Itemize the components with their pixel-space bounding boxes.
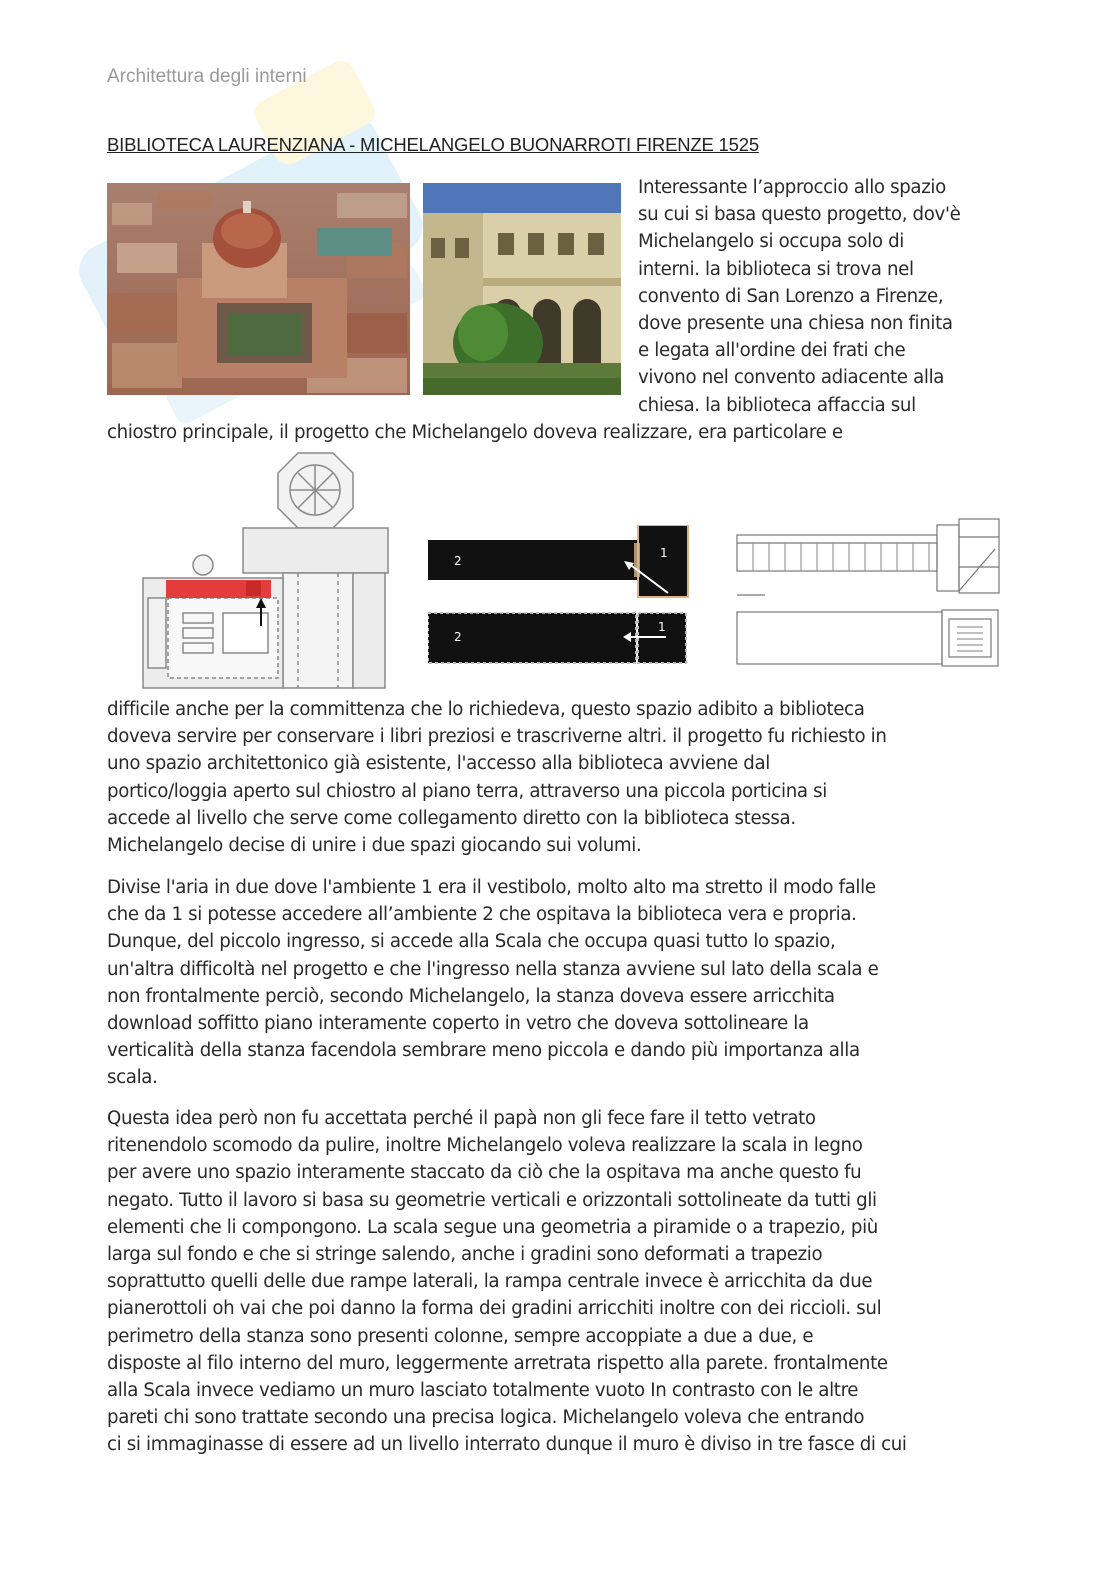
paragraph-2 — [107, 874, 878, 1092]
text-line: elementi che li compongono. La scala segue una geometria a piramide o a trapezio, più — [107, 1216, 878, 1238]
text-line: Questa idea però non fu accettata perché il papà non gli fece fare il tetto vetrato — [107, 1108, 816, 1129]
text-line: larga sul fondo e che si stringe salendo, anche i gradini sono deformati a trapezio — [107, 1244, 823, 1266]
text-line: non frontalmente perciò, secondo Michelangelo, la stanza doveva essere arricchita — [107, 985, 835, 1007]
text-line: pianerottoli oh vai che poi danno la forma dei gradini arricchiti inoltre con dei riccioli. sul — [107, 1298, 882, 1320]
text-line: scala. — [107, 1067, 158, 1089]
text-line: uno spazio architettonico già esistente, l'accesso alla biblioteca avviene dal — [107, 753, 770, 775]
site-plan-figure — [138, 448, 396, 693]
text-line: perimetro della stanza sono presenti colonne, sempre accoppiate a due a due, e — [107, 1325, 814, 1347]
text-line: download soffitto piano interamente coperto in vetro che doveva sottolineare la — [107, 1013, 809, 1035]
text-line: pareti chi sono trattate secondo una precisa logica. Michelangelo voleva che entrando — [107, 1407, 865, 1429]
aerial-view-photo — [107, 183, 410, 395]
text-line: Divise l'aria in due dove l'ambiente 1 era il vestibolo, molto alto ma stretto il modo falle — [107, 877, 876, 898]
paragraph-3 — [107, 1105, 907, 1459]
text-line: ci si immaginasse di essere ad un livello interrato dunque il muro è diviso in tre fasce di cui — [107, 1434, 907, 1456]
room-label-vestibule: 1 — [660, 546, 668, 560]
room-label-vestibule-2: 1 — [658, 620, 666, 634]
intro-line: vivono nel convento adiacente alla — [638, 367, 945, 389]
rooms-scheme-figure — [428, 525, 690, 668]
intro-line: Interessante l’approccio allo spazio — [638, 177, 946, 198]
intro-line: chiostro principale, il progetto che Michelangelo doveva realizzare, era particolare e — [107, 422, 843, 443]
cloister-photo — [423, 183, 621, 395]
intro-line: dove presente una chiesa non finita — [638, 313, 953, 335]
text-line: un'altra difficoltà nel progetto e che l'ingresso nella stanza avviene sul lato della scala e — [107, 958, 879, 980]
text-line: alla Scala invece vediamo un muro lasciato totalmente vuoto In contrasto con le altre — [107, 1380, 859, 1402]
text-line: soprattutto quelli delle due rampe laterali, la rampa centrale invece è arricchita da due — [107, 1271, 873, 1293]
intro-continuation — [107, 419, 843, 446]
intro-line: interni. la biblioteca si trova nel — [638, 258, 914, 280]
room-label-library-2: 2 — [454, 630, 462, 644]
text-line: disposte al filo interno del muro, leggermente arretrata rispetto alla parete. frontalmente — [107, 1352, 888, 1374]
text-line: Dunque, del piccolo ingresso, si accede alla Scala che occupa quasi tutto lo spazio, — [107, 931, 836, 953]
text-line: verticalità della stanza facendola sembrare meno piccola e dando più importanza alla — [107, 1040, 860, 1062]
page-title: BIBLIOTECA LAURENZIANA - MICHELANGELO BUONARROTI FIRENZE 1525 — [107, 134, 759, 155]
text-line: per avere uno spazio interamente staccato da ciò che la ospitava ma anche questo fu — [107, 1162, 862, 1184]
text-line: difficile anche per la committenza che lo richiedeva, questo spazio adibito a biblioteca — [107, 699, 865, 720]
text-line: negato. Tutto il lavoro si basa su geometrie verticali e orizzontali sottolineate da tutti gli — [107, 1189, 877, 1211]
section-plan-figure — [735, 517, 1000, 669]
intro-line: chiesa. la biblioteca affaccia sul — [638, 394, 916, 416]
text-line: che da 1 si potesse accedere all’ambiente 2 che ospitava la biblioteca vera e propria. — [107, 904, 857, 926]
text-line: doveva servire per conservare i libri preziosi e trascriverne altri. il progetto fu richiesto in — [107, 726, 887, 748]
paragraph-1 — [107, 696, 887, 859]
intro-line: su cui si basa questo progetto, dov'è — [638, 204, 961, 226]
text-line: portico/loggia aperto sul chiostro al piano terra, attraverso una piccola porticina si — [107, 780, 827, 802]
intro-line: convento di San Lorenzo a Firenze, — [638, 285, 944, 307]
text-line: accede al livello che serve come collegamento diretto con la biblioteca stessa. — [107, 807, 796, 829]
intro-line: Michelangelo si occupa solo di — [638, 231, 904, 253]
intro-line: e legata all'ordine dei frati che — [638, 340, 906, 362]
text-line: ritenendolo scomodo da pulire, inoltre Michelangelo voleva realizzare la scala in legno — [107, 1135, 863, 1157]
running-header: Architettura degli interni — [107, 66, 307, 87]
room-label-library: 2 — [454, 554, 462, 568]
intro-paragraph — [638, 174, 960, 419]
text-line: Michelangelo decise di unire i due spazi giocando sui volumi. — [107, 835, 642, 857]
